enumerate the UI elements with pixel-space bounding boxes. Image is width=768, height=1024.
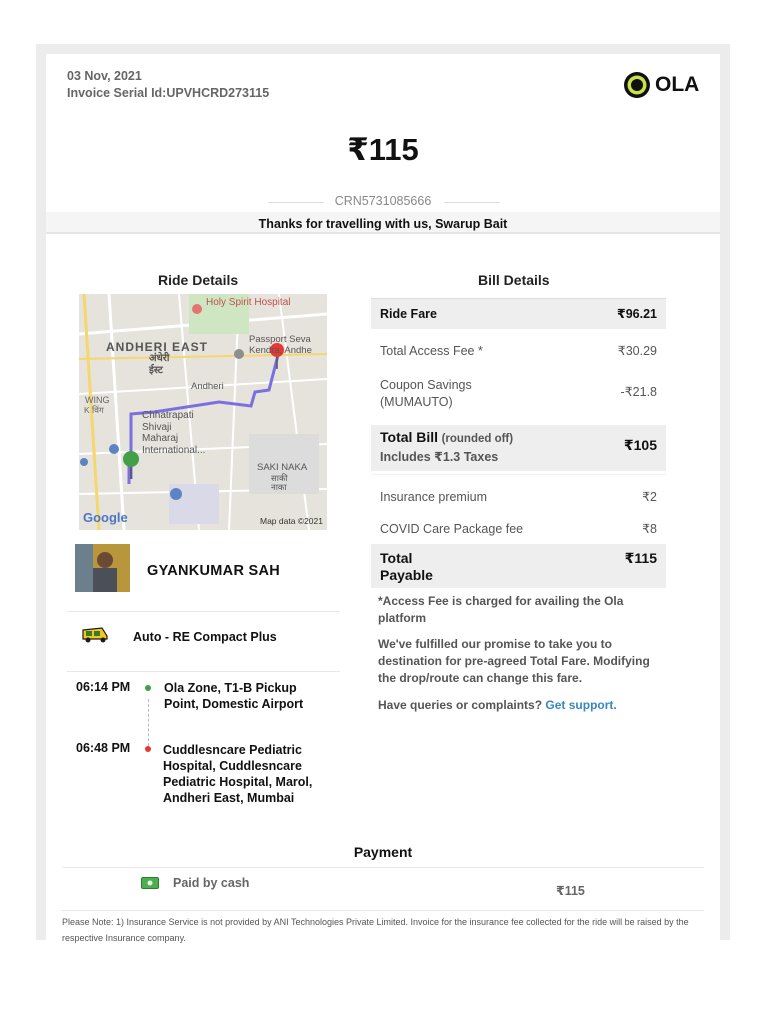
total-bill-note: (rounded off) — [441, 433, 514, 445]
map-label-area: ANDHERI EAST — [106, 340, 209, 354]
insurance-value: ₹2 — [642, 490, 657, 504]
pickup-time: 06:14 PM — [76, 680, 131, 694]
insurance-label: Insurance premium — [380, 490, 487, 504]
invoice-date: 03 Nov, 2021 — [67, 69, 142, 83]
fare-promise-note: We've fulfilled our promise to take you to destination for pre-agreed Total Fare. Modifying the drop/route can change this fare. — [378, 637, 650, 685]
map-label-wing: WING — [85, 395, 110, 405]
covid-fee-label: COVID Care Package fee — [380, 522, 524, 536]
drop-dot-icon — [145, 746, 151, 752]
coupon-value: -₹21.8 — [620, 385, 657, 399]
payment-method: Paid by cash — [173, 876, 250, 890]
pickup-location: Ola Zone, T1-B Pickup Point, Domestic Airport — [164, 681, 304, 711]
access-fee-note: *Access Fee is charged for availing the Ola platform — [378, 594, 624, 625]
ride-details-title: Ride Details — [158, 272, 239, 288]
total-payable-value: ₹115 — [624, 550, 657, 566]
driver-name: GYANKUMAR SAH — [147, 563, 281, 579]
pickup-dot-icon — [145, 685, 151, 691]
driver-avatar — [75, 544, 130, 592]
bill-row-insurance — [371, 474, 666, 516]
map-label-saki: SAKI NAKA — [257, 462, 308, 473]
total-payable-label: Total Payable — [380, 550, 433, 583]
map-label-saki-local: साकी नाका — [271, 473, 288, 492]
bill-row-total-bill — [371, 425, 666, 471]
map-label-area-local: अंधेरी ईस्ट — [149, 353, 170, 376]
auto-rickshaw-icon — [80, 624, 110, 644]
ride-fare-label: Ride Fare — [380, 307, 437, 321]
route-connector — [148, 699, 149, 751]
invoice-sheet — [36, 44, 730, 943]
bill-row-access-fee — [371, 338, 666, 366]
bill-details-title: Bill Details — [478, 272, 550, 288]
brand-name: OLA — [655, 73, 700, 96]
total-bill-label-group — [380, 429, 513, 448]
route-map[interactable] — [79, 294, 327, 530]
divider — [62, 867, 704, 868]
covid-fee-value: ₹8 — [642, 522, 657, 536]
bill-row-coupon — [371, 374, 666, 414]
map-label-airport: Chhatrapati Shivaji Maharaj International... — [142, 410, 206, 456]
divider — [67, 671, 340, 672]
access-fee-label: Total Access Fee * — [380, 344, 483, 358]
map-label-andheri: Andheri — [191, 381, 224, 392]
cash-icon — [141, 877, 159, 889]
total-bill-label: Total Bill — [380, 429, 439, 445]
access-fee-value: ₹30.29 — [617, 344, 657, 358]
divider — [67, 611, 340, 612]
coupon-label: Coupon Savings (MUMAUTO) — [380, 378, 472, 409]
map-label-wing-local: K विंग — [84, 405, 104, 415]
invoice-card — [46, 54, 720, 943]
map-label-passport: Passport Seva Kendra, Andhe — [249, 334, 312, 356]
thanks-message: Thanks for travelling with us, Swarup Bait — [258, 217, 508, 231]
payment-amount: ₹115 — [556, 884, 585, 898]
map-label-hospital: Holy Spirit Hospital — [206, 297, 291, 308]
crn-number: CRN5731085666 — [334, 194, 432, 208]
invoice-serial: Invoice Serial Id:UPVHCRD273115 — [67, 86, 270, 100]
drop-location: Cuddlesncare Pediatric Hospital, Cuddlesncare Pediatric Hospital, Marol, Andheri East, Mumbai — [163, 743, 313, 805]
invoice-amount: ₹115 — [347, 132, 419, 167]
taxes-note: Includes ₹1.3 Taxes — [380, 450, 499, 464]
support-note — [378, 697, 668, 714]
bill-row-ride-fare — [371, 298, 666, 329]
invoice-header — [67, 68, 269, 102]
total-bill-value: ₹105 — [623, 437, 657, 453]
map-google-logo: Google — [83, 510, 128, 525]
map-attribution: Map data ©2021 — [260, 516, 323, 526]
payment-title: Payment — [353, 844, 413, 860]
insurance-footnote: Please Note: 1) Insurance Service is not provided by ANI Technologies Private Limited. Invoice for the insurance fee collected for the ride will be raised by the respective Insurance company. — [62, 917, 689, 943]
get-support-link[interactable]: Get support. — [545, 698, 617, 712]
vehicle-type: Auto - RE Compact Plus — [133, 630, 277, 644]
divider — [62, 910, 704, 911]
ride-fare-value: ₹96.21 — [617, 307, 657, 321]
bill-row-total-payable — [371, 544, 666, 588]
queries-text: Have queries or complaints? — [378, 698, 543, 712]
drop-time: 06:48 PM — [76, 741, 131, 755]
